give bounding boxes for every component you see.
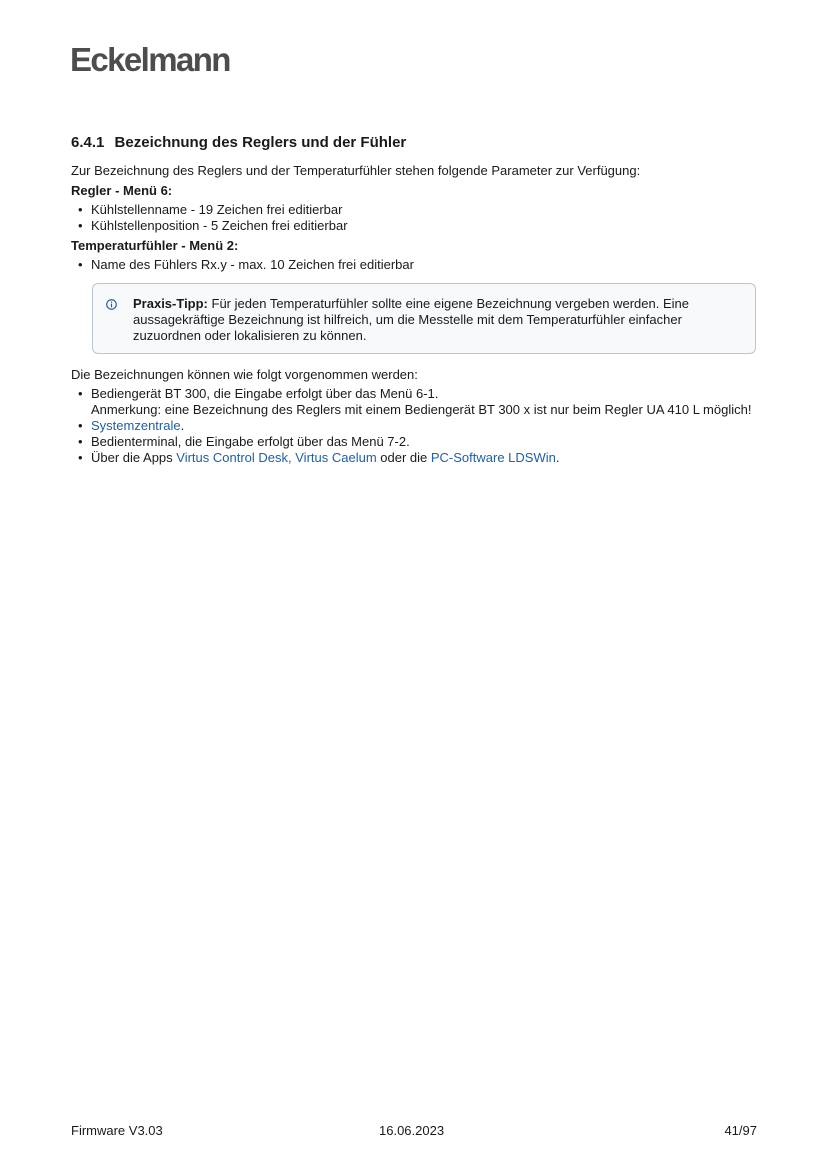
list-item: • Bedienterminal, die Eingabe erfolgt über das Menü 7-2. xyxy=(91,434,757,450)
virtus-apps-link[interactable]: Virtus Control Desk, Virtus Caelum xyxy=(176,450,377,465)
practice-tip-box xyxy=(92,283,756,354)
sensor-list xyxy=(71,257,757,273)
list-item xyxy=(91,386,757,418)
ldswin-link[interactable]: PC-Software LDSWin xyxy=(430,450,556,465)
regler-list xyxy=(71,202,757,234)
tip-text: Für jeden Temperaturfühler sollte eine eigene Bezeichnung vergeben werden. Eine aussagekräftige Bezeichnung ist hilfreich, um die Messtelle mit dem Temperaturfühler einfacher zuzuordnen oder lokalisieren zu können. xyxy=(133,296,689,343)
punctuation: . xyxy=(555,450,560,465)
section-number: 6.4.1 xyxy=(71,134,105,151)
list-item xyxy=(91,450,757,466)
document-date: 16.06.2023 xyxy=(379,1123,445,1138)
list-item xyxy=(91,418,757,434)
regler-heading: Regler - Menü 6: xyxy=(71,183,173,198)
page-footer xyxy=(71,1122,757,1140)
way-bt300: Bediengerät BT 300, die Eingabe erfolgt über das Menü 6-1. xyxy=(91,386,439,401)
info-icon xyxy=(106,299,117,310)
way-bt300-note: Anmerkung: eine Bezeichnung des Reglers mit einem Bediengerät BT 300 x ist nur beim Regler UA 410 L möglich! xyxy=(91,402,752,417)
apps-prefix: Über die Apps xyxy=(91,450,177,465)
page-number: 41/97 xyxy=(724,1123,757,1138)
punctuation: . xyxy=(180,418,185,433)
intro-text: Zur Bezeichnung des Reglers und der Temperaturfühler stehen folgende Parameter zur Verfügung: xyxy=(71,163,641,178)
systemzentrale-link[interactable]: Systemzentrale xyxy=(91,418,181,433)
ways-intro: Die Bezeichnungen können wie folgt vorgenommen werden: xyxy=(71,367,418,382)
company-logo: Eckelmann xyxy=(70,41,230,78)
list-item: • Name des Fühlers Rx.y - max. 10 Zeichen frei editierbar xyxy=(91,257,757,273)
firmware-version: Firmware V3.03 xyxy=(71,1123,163,1138)
list-item: • Kühlstellenposition - 5 Zeichen frei editierbar xyxy=(91,218,757,234)
list-item: • Kühlstellenname - 19 Zeichen frei editierbar xyxy=(91,202,757,218)
sensor-heading: Temperaturfühler - Menü 2: xyxy=(71,238,239,253)
section-heading xyxy=(71,133,757,153)
apps-middle: oder die xyxy=(376,450,431,465)
tip-label: Praxis-Tipp: xyxy=(133,296,208,311)
page-content xyxy=(71,133,757,466)
section-title: Bezeichnung des Reglers und der Fühler xyxy=(114,134,407,151)
ways-list xyxy=(71,386,757,466)
